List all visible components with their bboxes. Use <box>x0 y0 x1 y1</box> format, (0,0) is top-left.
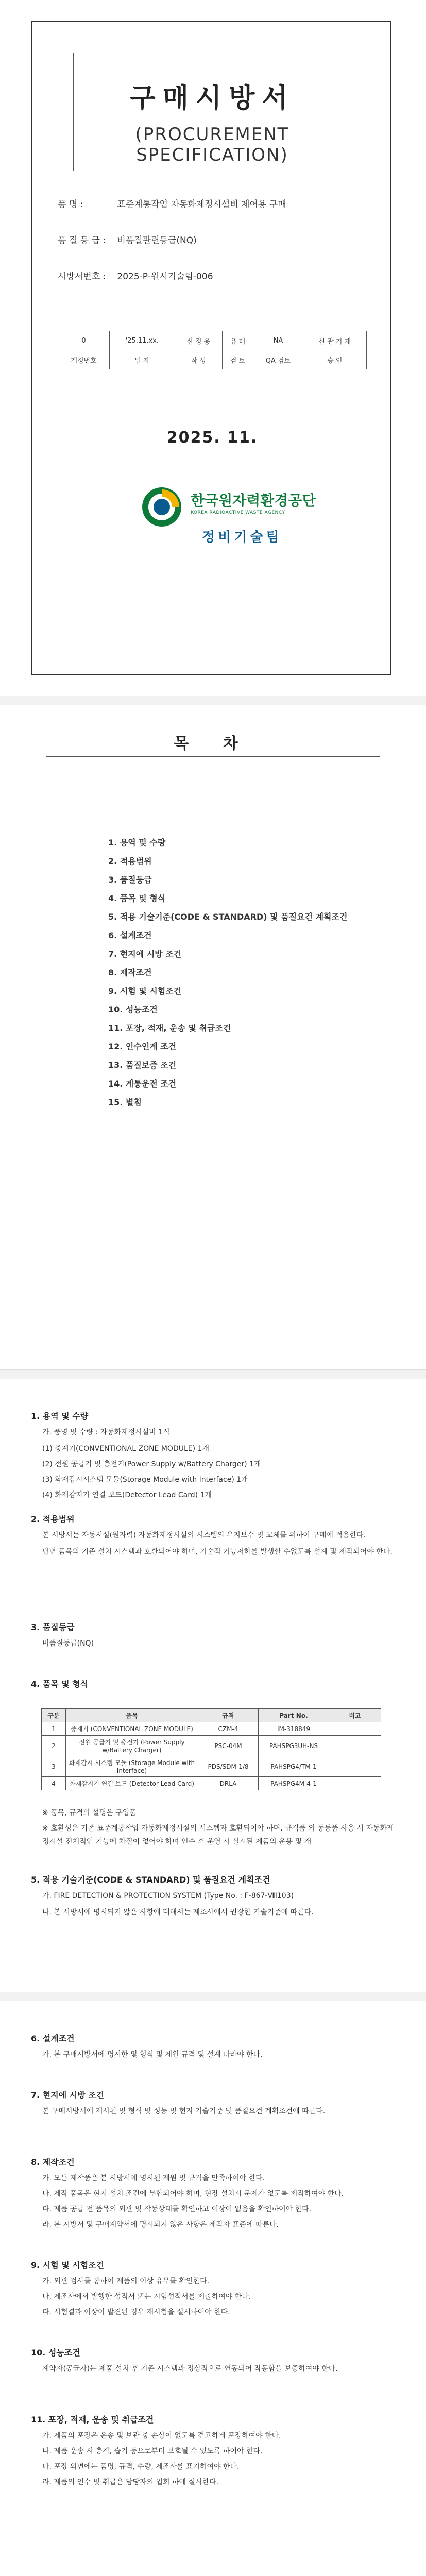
cover-title-box <box>73 53 351 171</box>
toc-item[interactable]: 9. 시험 및 시험조건 <box>108 986 182 996</box>
toc-item[interactable]: 3. 품질등급 <box>108 875 152 885</box>
table-cell: 1 <box>42 1722 66 1736</box>
cover-field-spec-no <box>58 269 213 282</box>
cover-page <box>0 0 426 696</box>
approval-cell: '25.11.xx. <box>109 331 175 350</box>
approval-cell: QA 검토 <box>253 350 303 369</box>
approval-cell: 작 성 <box>175 350 222 369</box>
approval-cell: 승 인 <box>303 350 366 369</box>
approval-cell: 검 토 <box>222 350 253 369</box>
table-cell <box>329 1736 381 1756</box>
toc-item[interactable]: 1. 용역 및 수량 <box>108 838 166 848</box>
section-line: 가. 제품의 포장은 운송 및 보관 중 손상이 없도록 견고하게 포장하여야 한다. <box>42 2432 281 2440</box>
table-cell: 중계기 (CONVENTIONAL ZONE MODULE) <box>66 1722 198 1736</box>
table-cell <box>329 1756 381 1777</box>
toc-divider <box>46 756 380 757</box>
section-heading: 2. 적용범위 <box>31 1514 75 1524</box>
toc-item[interactable]: 14. 계통운전 조건 <box>108 1079 177 1089</box>
approval-cell: NA <box>253 331 303 350</box>
section-4 <box>31 1677 395 1693</box>
table-cell: 전원 공급기 및 충전기 (Power Supply w/Battery Charger) <box>66 1736 198 1756</box>
table-cell <box>329 1722 381 1736</box>
toc-item[interactable]: 8. 제작조건 <box>108 968 152 977</box>
org-name-en: KOREA RADIOACTIVE WASTE AGENCY <box>191 510 285 515</box>
toc-list <box>108 834 347 1112</box>
section-text: 본 시방서는 자동시설(원자력) 자동화제정시설의 시스템의 유지보수 및 교체를 위하여 구매에 적용한다. <box>42 1531 366 1539</box>
toc-page <box>0 705 426 1369</box>
section-8 <box>31 2156 395 2233</box>
org-name: 한국원자력환경공단 <box>191 492 316 509</box>
section-text: 본 구매시방서에 제시된 및 형식 및 성능 및 현지 기술기준 및 품질요건 계획조건에 따른다. <box>42 2107 326 2115</box>
table-cell: 화재감지기 연결 보드 (Detector Lead Card) <box>66 1777 198 1790</box>
section-text: 당면 품목의 기존 설치 시스템과 호환되어야 하며, 기술적 기능저하를 발생할 수없도록 설계 및 제작되어야 한다. <box>42 1548 393 1556</box>
page-separator <box>0 1992 426 2002</box>
table-cell: 3 <box>42 1756 66 1777</box>
approval-row <box>58 331 367 350</box>
section-line: 나. 제품 운송 시 충격, 습기 등으로부터 보호될 수 있도록 하여야 한다. <box>42 2447 263 2455</box>
section-6 <box>31 2032 395 2064</box>
table-row <box>42 1722 381 1736</box>
section-line: 가. 모든 제작품은 본 시방서에 명시된 제원 및 규격을 만족하여야 한다. <box>42 2174 265 2182</box>
section-text: 비품질등급(NQ) <box>42 1639 94 1648</box>
section-1 <box>31 1410 395 1504</box>
toc-title: 목 차 <box>174 735 252 753</box>
org-dept: 정비기술팀 <box>202 530 282 545</box>
table-header: 비고 <box>329 1709 381 1722</box>
section-line: 다. 시험결과 이상이 발견된 경우 재시험을 실시하여야 한다. <box>42 2308 230 2316</box>
section-line: 라. 본 시방서 및 구매계약서에 명시되지 않은 사항은 제작자 표준에 따른다. <box>42 2221 279 2229</box>
section-heading: 10. 성능조건 <box>31 2348 80 2358</box>
note-line: ※ 품목, 규격의 설명은 구입품 <box>42 1809 137 1817</box>
table-header-row <box>42 1709 381 1722</box>
org-emblem-icon <box>140 485 183 529</box>
table-row <box>42 1756 381 1777</box>
section-line: 라. 제품의 인수 및 취급은 담당자의 입회 하에 실시한다. <box>42 2478 219 2486</box>
section-text: 가. 품명 및 수량 : 자동화제정시설비 1식 <box>42 1428 170 1436</box>
table-cell: DRLA <box>198 1777 259 1790</box>
table-cell: 4 <box>42 1777 66 1790</box>
toc-item[interactable]: 6. 설계조건 <box>108 930 152 940</box>
section-heading: 3. 품질등급 <box>31 1622 75 1632</box>
section-line: 가. 외관 검사를 통하여 제품의 이상 유무를 확인한다. <box>42 2277 210 2285</box>
toc-item[interactable]: 12. 인수인계 조건 <box>108 1042 177 1052</box>
table-cell: IM-318849 <box>259 1722 329 1736</box>
table-row <box>42 1777 381 1790</box>
cover-field-label: 품 명 : <box>58 199 83 210</box>
toc-item[interactable]: 10. 성능조건 <box>108 1005 158 1014</box>
section-11 <box>31 2413 395 2491</box>
section-10 <box>31 2346 395 2379</box>
section-line: (2) 전원 공급기 및 충전기(Power Supply w/Battery Charger) 1개 <box>42 1460 261 1468</box>
section-4-notes <box>31 1806 395 1851</box>
toc-item[interactable]: 5. 적용 기술기준(CODE & STANDARD) 및 품질요건 계획조건 <box>108 912 348 922</box>
cover-field-value: 표준계통작업 자동화제정시설비 제어용 구매 <box>117 199 286 210</box>
section-line: 다. 포장 외면에는 품명, 규격, 수량, 제조사를 표기하여야 한다. <box>42 2463 240 2471</box>
section-text: 가. 본 구매시방서에 명시한 및 형식 및 제원 규격 및 설계 따라야 한다. <box>42 2050 263 2059</box>
table-row <box>42 1736 381 1756</box>
section-heading: 6. 설계조건 <box>31 2033 75 2043</box>
section-heading: 1. 용역 및 수량 <box>31 1411 89 1421</box>
section-heading: 4. 품목 및 형식 <box>31 1679 89 1689</box>
approval-cell: 유 태 <box>222 331 253 350</box>
section-5 <box>31 1873 395 1922</box>
approval-cell: 신 관 기 재 <box>303 331 366 350</box>
section-line: 다. 제품 공급 전 품목의 외관 및 작동상태를 확인하고 이상이 없음을 확인하여야 한다. <box>42 2205 312 2213</box>
table-cell: PAHSPG3UH-NS <box>259 1736 329 1756</box>
toc-item[interactable]: 13. 품질보증 조건 <box>108 1060 177 1070</box>
table-cell <box>329 1777 381 1790</box>
page-separator <box>0 696 426 706</box>
section-heading: 5. 적용 기술기준(CODE & STANDARD) 및 품질요건 계획조건 <box>31 1875 270 1885</box>
section-line: 나. 제작 품목은 현지 설치 조건에 부합되어야 하며, 현장 설치시 문제가 없도록 제작하여야 한다. <box>42 2190 344 2198</box>
section-9 <box>31 2259 395 2321</box>
section-text: 계약자(공급자)는 제품 설치 후 기존 시스템과 정상적으로 연동되어 작동함을 보증하여야 한다. <box>42 2365 338 2373</box>
section-heading: 8. 제작조건 <box>31 2157 75 2167</box>
body-page-1 <box>0 1379 426 1992</box>
cover-field-value: 2025-P-원시기술팀-006 <box>117 272 213 282</box>
table-cell: PAHSPG4/TM-1 <box>259 1756 329 1777</box>
table-cell: PAHSPG4M-4-1 <box>259 1777 329 1790</box>
toc-item[interactable]: 11. 포장, 적재, 운송 및 취급조건 <box>108 1023 231 1033</box>
approval-cell: 일 자 <box>109 350 175 369</box>
table-header: 품목 <box>66 1709 198 1722</box>
section-line: (1) 중계기(CONVENTIONAL ZONE MODULE) 1개 <box>42 1445 209 1453</box>
approval-table <box>58 331 367 369</box>
approval-header-row <box>58 350 367 369</box>
cover-subtitle: (PROCUREMENT SPECIFICATION) <box>135 124 289 165</box>
section-heading: 11. 포장, 적재, 운송 및 취급조건 <box>31 2415 154 2425</box>
cover-date: 2025. 11. <box>166 429 258 447</box>
cover-field-value: 비품질관련등급(NQ) <box>117 235 197 246</box>
section-text: 나. 본 시방서에 명시되지 않은 사항에 대해서는 제조사에서 권장한 기술기준에 따른다. <box>42 1908 314 1917</box>
table-cell: PSC-04M <box>198 1736 259 1756</box>
table-header: Part No. <box>259 1709 329 1722</box>
body-page-2 <box>0 2001 426 2576</box>
note-line: ※ 호환성은 기존 표준계통작업 자동화제정시설의 시스템과 호환되어야 하며, 규격품 외 동등품 사용 시 자동화제정시설 전체적인 기능에 차질이 없어야 하며 인수 후 운영 시 실시된 제품의 운용 및 개 <box>42 1824 394 1846</box>
section-heading: 9. 시험 및 시험조건 <box>31 2260 105 2270</box>
approval-cell: 0 <box>58 331 110 350</box>
section-heading: 7. 현지에 시방 조건 <box>31 2090 105 2100</box>
page-separator <box>0 1369 426 1380</box>
table-cell: PDS/SDM-1/8 <box>198 1756 259 1777</box>
section-line: 나. 제조사에서 발행한 성적서 또는 시험성적서를 제출하여야 한다. <box>42 2293 251 2301</box>
items-table <box>41 1708 381 1790</box>
section-2 <box>31 1513 395 1562</box>
table-header: 구분 <box>42 1709 66 1722</box>
table-cell: 화재감시 시스템 모듈 (Storage Module with Interface) <box>66 1756 198 1777</box>
cover-field-item <box>58 197 286 210</box>
section-7 <box>31 2089 395 2121</box>
table-cell: CZM-4 <box>198 1722 259 1736</box>
section-3 <box>31 1621 395 1653</box>
cover-field-label: 시방서번호 : <box>58 272 106 282</box>
table-header: 규격 <box>198 1709 259 1722</box>
section-line: (4) 화재감지기 연결 보드(Detector Lead Card) 1개 <box>42 1491 212 1499</box>
section-text: 가. FIRE DETECTION & PROTECTION SYSTEM (Type No. : F-867-Ⅷ103) <box>42 1892 294 1900</box>
approval-cell: 신 정 용 <box>175 331 222 350</box>
cover-field-grade <box>58 233 197 246</box>
toc-item[interactable]: 7. 현지에 시방 조건 <box>108 949 182 959</box>
toc-item[interactable]: 2. 적용범위 <box>108 856 152 866</box>
cover-field-label: 품 질 등 급 : <box>58 235 106 246</box>
table-cell: 2 <box>42 1736 66 1756</box>
cover-frame <box>31 21 391 675</box>
org-logo <box>140 485 316 552</box>
cover-title: 구매시방서 <box>129 83 295 114</box>
approval-cell: 개정번호 <box>58 350 110 369</box>
toc-item[interactable]: 15. 별첨 <box>108 1097 142 1107</box>
section-line: (3) 화재감시시스템 모듈(Storage Module with Interface) 1개 <box>42 1476 248 1484</box>
toc-item[interactable]: 4. 품목 및 형식 <box>108 893 166 903</box>
